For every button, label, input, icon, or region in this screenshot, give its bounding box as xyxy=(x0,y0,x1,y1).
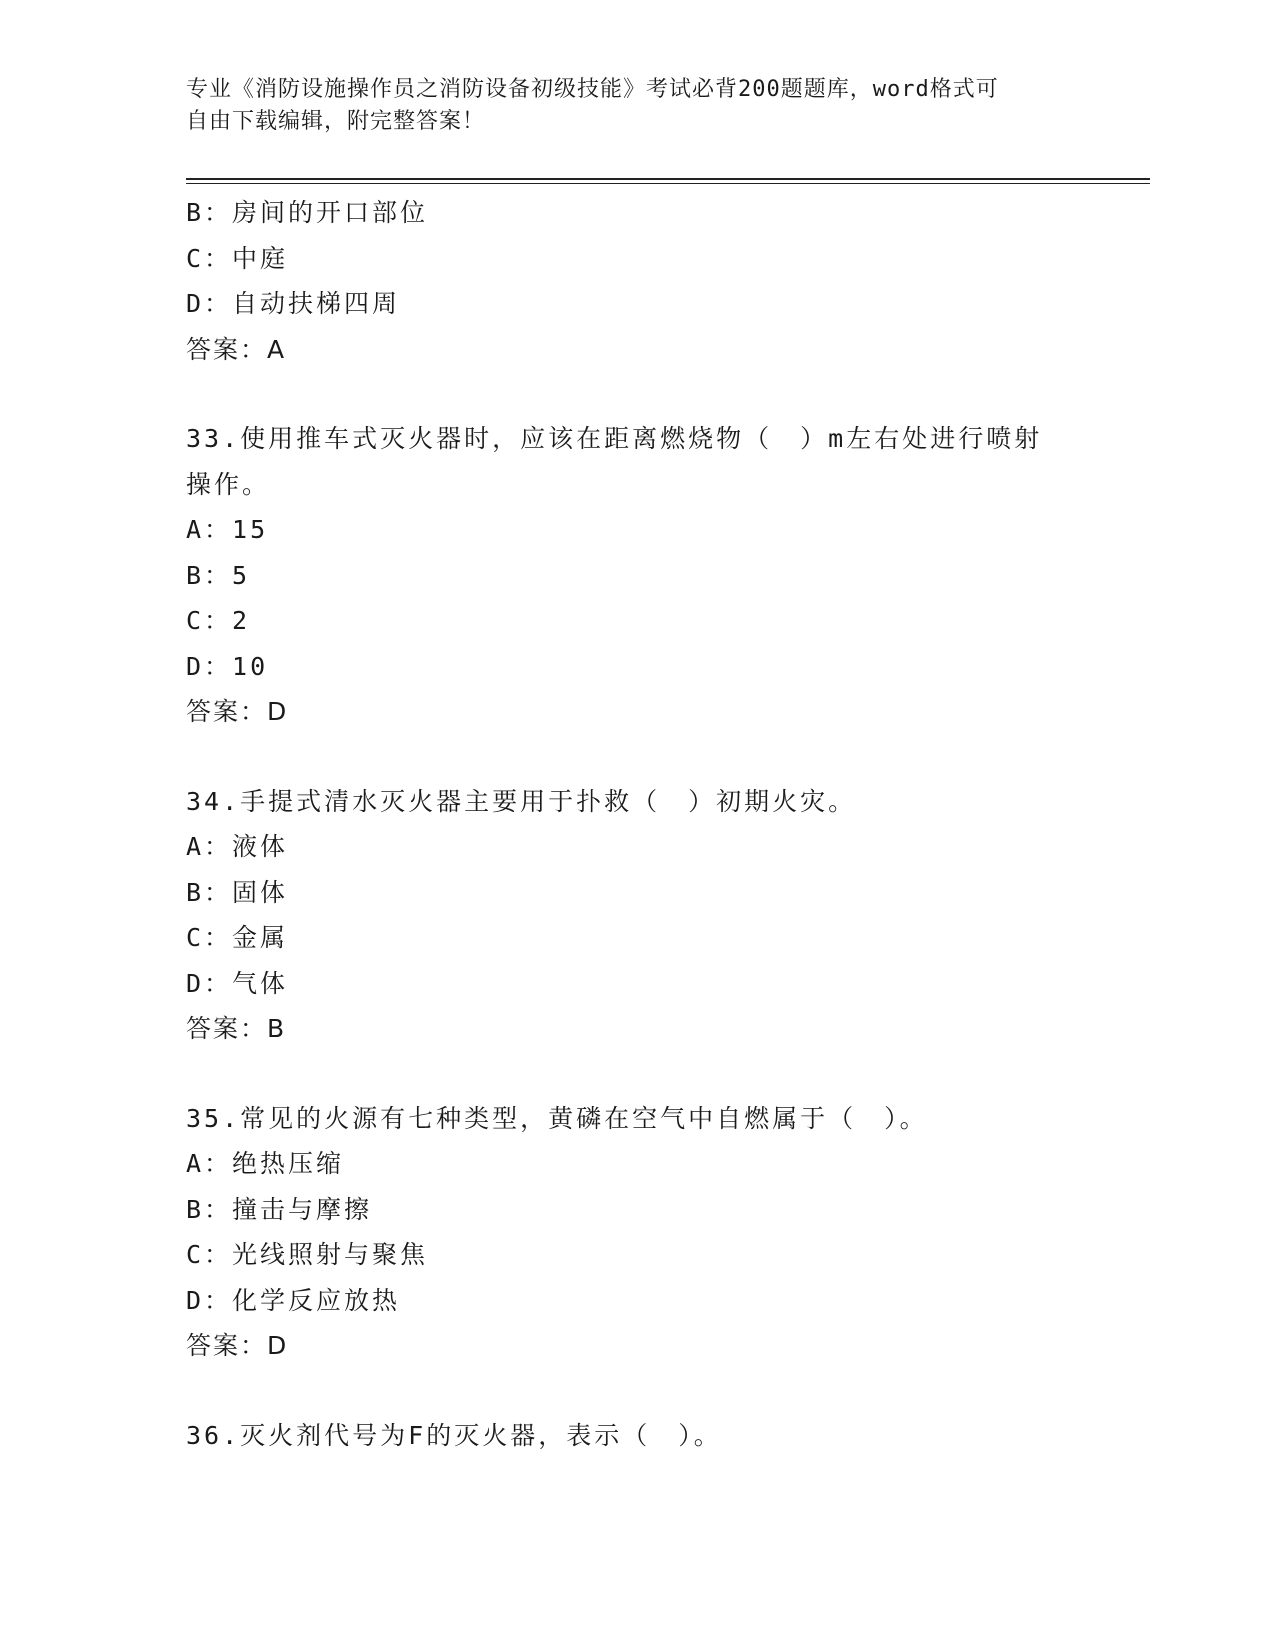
option-d: D：自动扶梯四周 xyxy=(186,289,401,318)
question-text-continued: 操作。 xyxy=(186,469,271,499)
option-b: B：房间的开口部位 xyxy=(186,198,429,227)
answer-label: 答案：D xyxy=(186,697,289,726)
question-block-33 xyxy=(186,416,1066,735)
question-block-32 xyxy=(186,190,1066,372)
option-c: C：2 xyxy=(186,606,251,635)
header-divider-thin xyxy=(186,183,1150,184)
question-text: 35.常见的火源有七种类型，黄磷在空气中自燃属于（ ）。 xyxy=(186,1103,928,1133)
option-b: B：固体 xyxy=(186,877,289,907)
option-d: D：气体 xyxy=(186,968,289,998)
option-a: A：绝热压缩 xyxy=(186,1149,345,1178)
spacer xyxy=(186,372,1066,416)
question-block-35 xyxy=(186,1096,1066,1369)
question-text: 34.手提式清水灭火器主要用于扑救（ ）初期火灾。 xyxy=(186,786,857,816)
option-c: C：光线照射与聚焦 xyxy=(186,1240,429,1269)
option-a: A：15 xyxy=(186,515,269,544)
question-text: 36.灭火剂代号为F的灭火器，表示（ ）。 xyxy=(186,1420,722,1450)
option-b: B：5 xyxy=(186,560,251,590)
header-line-1: 专业《消防设施操作员之消防设备初级技能》考试必背200题题库，word格式可 xyxy=(186,77,999,102)
spacer xyxy=(186,735,1066,779)
question-list xyxy=(186,190,1066,1458)
option-c: C：金属 xyxy=(186,923,289,952)
header-divider-thick xyxy=(186,178,1150,180)
question-block-34 xyxy=(186,779,1066,1052)
question-text: 33.使用推车式灭火器时，应该在距离燃烧物（ ）m左右处进行喷射 xyxy=(186,424,1043,453)
option-d: D：化学反应放热 xyxy=(186,1285,401,1315)
question-block-36 xyxy=(186,1413,1066,1459)
option-d: D：10 xyxy=(186,651,269,681)
answer-label: 答案：B xyxy=(186,1014,287,1043)
spacer xyxy=(186,1052,1066,1096)
option-b: B：撞击与摩擦 xyxy=(186,1194,373,1224)
spacer xyxy=(186,1369,1066,1413)
option-a: A：液体 xyxy=(186,832,289,861)
answer-label: 答案：D xyxy=(186,1331,289,1360)
document-header xyxy=(186,74,1066,138)
option-c: C：中庭 xyxy=(186,243,289,273)
header-line-2: 自由下载编辑，附完整答案！ xyxy=(186,109,486,134)
answer-label: 答案：A xyxy=(186,334,287,364)
